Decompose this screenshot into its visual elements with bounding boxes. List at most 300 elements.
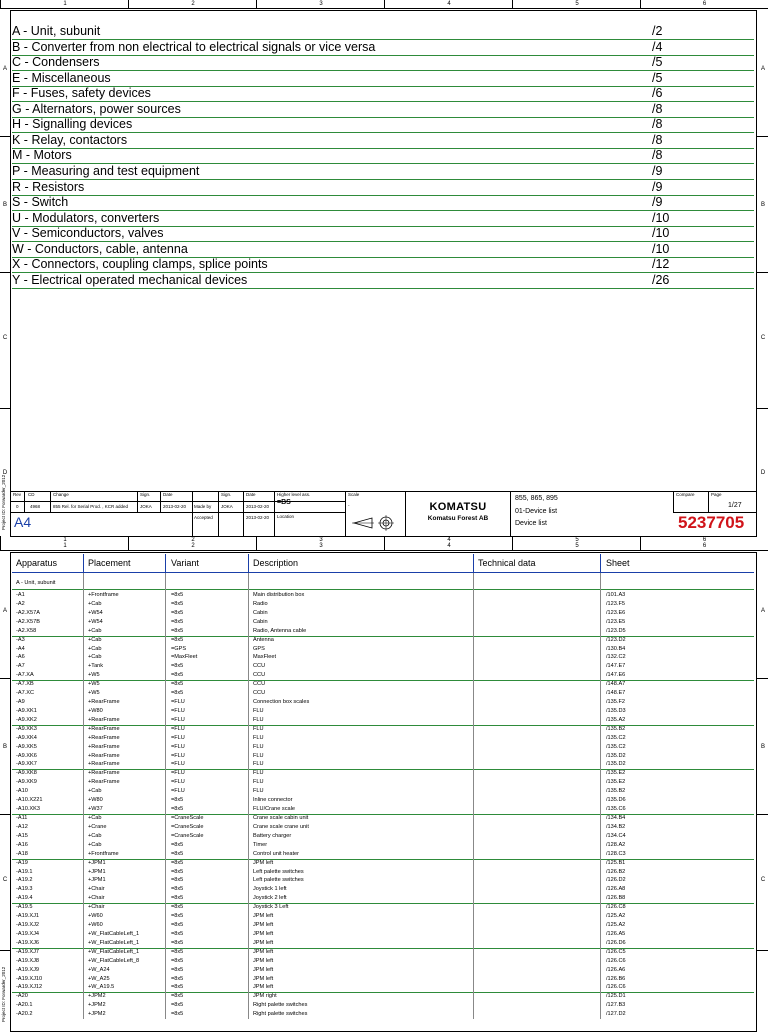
category-label: A - Unit, subunit [12, 24, 101, 38]
table-row [12, 832, 754, 841]
category-row [12, 242, 754, 258]
row-letter-a-right: A [760, 608, 765, 614]
table-row [12, 876, 754, 885]
cell-description: FLU [253, 707, 264, 714]
cell-apparatus: -A16 [16, 841, 28, 848]
cell-sheet: /101.A3 [606, 592, 626, 598]
ruler-cell: 2 [128, 536, 257, 544]
category-label: K - Relay, contactors [12, 132, 128, 147]
cell-variant: =8x5 [171, 797, 184, 804]
table-row [12, 823, 754, 832]
cell-placement: +Cab [88, 815, 102, 821]
table-row [12, 859, 754, 868]
cell-variant: =8x5 [171, 627, 184, 634]
category-label: R - Resistors [12, 179, 85, 194]
table-row [12, 983, 754, 992]
cell-sheet: /148.E7 [606, 690, 626, 697]
cell-sheet: /123.F5 [606, 600, 625, 607]
cell-apparatus: -A1 [16, 592, 25, 598]
row-letter-b-right: B [760, 744, 765, 750]
location-header: Location [277, 514, 295, 519]
cell-variant: =8x5 [171, 1002, 184, 1009]
category-page: /26 [652, 272, 670, 287]
cell-variant: =8x5 [171, 663, 184, 670]
category-page: /10 [652, 210, 670, 225]
cell-variant: =8x5 [171, 806, 184, 813]
cell-variant: =FLU [171, 707, 185, 714]
cell-description: Timer [253, 841, 268, 848]
cell-variant: =MaxFleet [171, 654, 198, 661]
cell-variant: =CraneScale [171, 815, 204, 821]
ruler-cell: 4 [384, 0, 513, 8]
table-row [12, 778, 754, 787]
cell-variant: =8x5 [171, 930, 184, 937]
category-row [12, 148, 754, 164]
cell-description: GPS [253, 645, 265, 652]
table-row [12, 1001, 754, 1010]
cell-placement: +Chair [88, 886, 105, 893]
compare-header: Compare [676, 492, 695, 497]
table-row [12, 698, 754, 707]
table-row [12, 903, 754, 912]
cell-placement: +W_A24 [88, 966, 110, 973]
cell-placement: +JPM1 [88, 868, 106, 875]
table-row [12, 966, 754, 975]
cell-placement: +Crane [88, 823, 107, 830]
category-label: U - Modulators, converters [12, 210, 160, 225]
category-label: F - Fuses, safety devices [12, 86, 151, 101]
category-row [12, 71, 754, 87]
category-page: /9 [652, 163, 663, 178]
cell-placement: +Cab [88, 841, 102, 848]
category-label: M - Motors [12, 148, 72, 163]
cell-description: Radio, Antenna cable [253, 627, 307, 634]
table-row [12, 841, 754, 850]
cell-apparatus: -A3 [16, 636, 25, 643]
cell-apparatus: -A19.XJ7 [16, 948, 40, 955]
section-heading [12, 579, 754, 588]
ruler-cell: 1 [0, 542, 129, 550]
cell-sheet: /123.D5 [606, 627, 626, 634]
table-row [12, 975, 754, 984]
cell-sheet: /135.C6 [606, 806, 626, 813]
column-separator [600, 573, 601, 1019]
cell-description: Radio [253, 600, 268, 607]
cell-apparatus: -A19.2 [16, 877, 33, 884]
cell-apparatus: -A19.XJ6 [16, 939, 40, 946]
cell-placement: +RearFrame [88, 699, 120, 706]
row-letter-a: A [2, 608, 7, 614]
category-page: /2 [652, 24, 663, 38]
cell-sheet: /135.B2 [606, 725, 626, 732]
change-header: Change [53, 492, 69, 497]
cell-sheet: /135.F2 [606, 699, 625, 706]
table-row [12, 814, 754, 823]
cell-placement: +W5 [88, 681, 100, 688]
project-id-side: Project ID: Forwarder_2012 [1, 474, 6, 530]
cell-sheet: /130.B4 [606, 645, 626, 652]
cell-sheet: /125.A2 [606, 922, 626, 929]
cell-variant: =8x5 [171, 609, 184, 616]
table-row [12, 662, 754, 671]
cell-sheet: /128.C3 [606, 850, 626, 857]
cell-placement: +W_FlatCableLeft_1 [88, 939, 140, 946]
cell-variant: =8x5 [171, 690, 184, 697]
cell-variant: =8x5 [171, 841, 184, 848]
date-header: Date [163, 492, 173, 497]
project-id-side-2: Project ID: Forwarder_2012 [1, 966, 6, 1022]
cell-description: Control unit heater [253, 850, 300, 857]
table-row [12, 894, 754, 903]
cell-variant: =FLU [171, 779, 185, 786]
cell-apparatus: -A10.XK3 [16, 806, 40, 813]
cell-description: JPM left [253, 939, 274, 946]
cell-description: Left palette switches [253, 877, 304, 884]
cell-sheet: /125.D1 [606, 993, 626, 1000]
category-row [12, 86, 754, 102]
category-label: B - Converter from non electrical to electrical signals or vice versa [12, 39, 376, 54]
cd-header: CD [28, 492, 35, 497]
cell-sheet: /132.C2 [606, 654, 626, 661]
category-page: /5 [652, 70, 663, 85]
cell-placement: +RearFrame [88, 752, 120, 759]
table-row [12, 796, 754, 805]
cell-sheet: /126.C5 [606, 948, 626, 955]
category-label: C - Condensers [12, 55, 100, 70]
rev-header: Rev [13, 492, 22, 497]
category-row [12, 226, 754, 242]
change-value: 855 Rel. for Serial Prod. , KCR added [53, 504, 129, 509]
cell-apparatus: -A9.XK4 [16, 734, 37, 741]
category-row [12, 211, 754, 227]
ruler-cell: 5 [512, 536, 641, 544]
category-row [12, 180, 754, 196]
category-row [12, 24, 754, 40]
category-label: G - Alternators, power sources [12, 101, 181, 116]
cell-placement: +Chair [88, 904, 105, 911]
sign-value: JOKA [140, 504, 152, 509]
cell-apparatus: -A19.5 [16, 904, 33, 911]
category-label: H - Signalling devices [12, 117, 133, 132]
cell-placement: +JPM1 [88, 859, 106, 866]
cell-placement: +W_FlatCableLeft_1 [88, 948, 140, 955]
cell-sheet: /126.B6 [606, 975, 626, 982]
cell-variant: =8x5 [171, 922, 184, 929]
cell-variant: =8x5 [171, 850, 184, 857]
cell-description: Main distribution box [253, 592, 305, 598]
cell-variant: =8x5 [171, 939, 184, 946]
sheet-format: A4 [14, 514, 32, 530]
cell-apparatus: -A19.XJ10 [16, 975, 43, 982]
cell-apparatus: -A6 [16, 654, 25, 661]
cell-sheet: /135.B2 [606, 788, 626, 795]
cell-placement: +W_A19.5 [88, 984, 115, 991]
cell-placement: +W5 [88, 690, 100, 697]
cell-sheet: /135.C2 [606, 734, 626, 741]
cell-description: JPM left [253, 957, 274, 964]
cell-apparatus: -A19.XJ1 [16, 913, 40, 920]
cell-apparatus: -A9.XK6 [16, 752, 37, 759]
cell-apparatus: -A2 [16, 600, 25, 607]
cell-sheet: /134.B4 [606, 815, 626, 821]
cell-apparatus: -A19 [16, 859, 28, 866]
table-row [12, 689, 754, 698]
doc-title-1: 01-Device list [515, 508, 558, 515]
cell-sheet: /134.C4 [606, 832, 626, 839]
table-row [12, 734, 754, 743]
cell-description: Joystick 3 Left [253, 904, 289, 911]
category-page: /8 [652, 148, 663, 163]
made-by-header: Made by [194, 504, 212, 509]
scale-header: Scale [348, 492, 360, 497]
category-row [12, 40, 754, 56]
cell-description: Right palette switches [253, 1011, 308, 1018]
cell-placement: +W80 [88, 797, 103, 804]
table-row [12, 653, 754, 662]
ruler-cell: 1 [0, 0, 129, 8]
cell-sheet: /126.C8 [606, 904, 626, 911]
table-row [12, 921, 754, 930]
table-row [12, 716, 754, 725]
cell-variant: =FLU [171, 770, 185, 777]
cell-apparatus: -A12 [16, 823, 28, 830]
cell-variant: =FLU [171, 788, 185, 795]
table-row [12, 636, 754, 645]
cell-sheet: /127.D2 [606, 1011, 626, 1018]
cell-placement: +W5 [88, 672, 100, 679]
page-value: 1/27 [728, 502, 742, 509]
cell-apparatus: -A7.XB [16, 681, 34, 688]
table-row [12, 707, 754, 716]
table-row [12, 760, 754, 769]
row-letter-b: B [2, 202, 7, 208]
row-letter-a-right: A [760, 66, 765, 72]
cell-description: Joystick 2 left [253, 895, 287, 902]
table-row [12, 1010, 754, 1019]
ruler-cell: 5 [512, 0, 641, 8]
category-label: X - Connectors, coupling clamps, splice points [12, 257, 268, 272]
cell-placement: +RearFrame [88, 761, 120, 768]
cell-sheet: /135.D3 [606, 707, 626, 714]
cell-variant: =8x5 [171, 859, 184, 866]
cell-variant: =FLU [171, 725, 185, 732]
ruler-cell: 6 [640, 542, 768, 550]
cell-variant: =CraneScale [171, 832, 204, 839]
cell-apparatus: -A9.XK1 [16, 707, 37, 714]
cell-description: MaxFleet [253, 654, 277, 661]
cell-apparatus: -A19.XJ4 [16, 930, 40, 937]
scale-value: - [348, 503, 350, 508]
cell-sheet: /127.B3 [606, 1002, 626, 1009]
cell-sheet: /147.E7 [606, 663, 626, 670]
cell-apparatus: -A9.XK3 [16, 725, 37, 732]
cell-variant: =8x5 [171, 592, 184, 598]
cell-description: FLU [253, 743, 264, 750]
cell-description: JPM right [253, 993, 277, 1000]
cell-variant: =GPS [171, 645, 187, 652]
cell-placement: +Frontframe [88, 850, 119, 857]
models: 855, 865, 895 [515, 495, 558, 502]
company-name: Komatsu Forest AB [427, 515, 489, 522]
cell-description: FLU [253, 752, 264, 759]
cell-placement: +Chair [88, 895, 105, 902]
cell-description: CCU [253, 663, 266, 670]
category-row [12, 195, 754, 211]
category-row [12, 102, 754, 118]
table-row [12, 912, 754, 921]
cell-variant: =8x5 [171, 966, 184, 973]
category-page: /12 [652, 257, 670, 272]
cell-sheet: /126.C6 [606, 984, 626, 991]
row-letter-c-right: C [760, 877, 766, 883]
cell-apparatus: -A19.3 [16, 886, 33, 893]
cell-variant: =8x5 [171, 895, 184, 902]
cell-description: CCU [253, 681, 266, 688]
cell-description: JPM left [253, 922, 274, 929]
ruler-cell: 2 [128, 542, 257, 550]
cell-description: FLU/Crane scale [253, 806, 295, 813]
category-page: /8 [652, 117, 663, 132]
col-variant: Variant [171, 558, 199, 568]
cell-description: Crane scale crane unit [253, 823, 309, 830]
category-row [12, 117, 754, 133]
table-row [12, 752, 754, 761]
category-page: /6 [652, 86, 663, 101]
cell-apparatus: -A9.XK5 [16, 743, 37, 750]
rev-value: 0 [16, 504, 19, 509]
cell-description: FLU [253, 770, 264, 777]
cell-sheet: /135.A2 [606, 716, 626, 723]
cell-variant: =8x5 [171, 618, 184, 625]
cell-variant: =CraneScale [171, 823, 204, 830]
column-separator [83, 573, 84, 1019]
cell-apparatus: -A19.4 [16, 895, 33, 902]
cell-placement: +W_FlatCableLeft_8 [88, 957, 140, 964]
cell-description: JPM left [253, 966, 274, 973]
cell-sheet: /147.E6 [606, 672, 626, 679]
cell-description: JPM left [253, 948, 274, 955]
cell-placement: +W37 [88, 806, 103, 813]
cell-placement: +W_FlatCableLeft_1 [88, 930, 140, 937]
cell-apparatus: -A19.XJ2 [16, 922, 40, 929]
ruler-cell: 3 [256, 536, 385, 544]
cell-placement: +RearFrame [88, 725, 120, 732]
category-label: V - Semiconductors, valves [12, 226, 164, 241]
cell-description: JPM left [253, 913, 274, 920]
cell-placement: +W54 [88, 618, 103, 625]
cell-placement: +W80 [88, 707, 103, 714]
cell-sheet: /135.D2 [606, 761, 626, 768]
cell-description: CCU [253, 672, 266, 679]
cell-placement: +Cab [88, 654, 102, 661]
cell-sheet: /135.D2 [606, 752, 626, 759]
cell-apparatus: -A9.XK2 [16, 716, 37, 723]
category-row [12, 257, 754, 273]
cell-placement: +JPM2 [88, 1011, 106, 1018]
cell-sheet: /128.A2 [606, 841, 626, 848]
cell-apparatus: -A7.XC [16, 690, 35, 697]
cell-sheet: /126.A8 [606, 886, 626, 893]
cell-placement: +RearFrame [88, 779, 120, 786]
made-by-value: JOKA [221, 504, 233, 509]
cell-description: Crane scale cabin unit [253, 815, 309, 821]
table-row [12, 948, 754, 957]
cell-placement: +RearFrame [88, 716, 120, 723]
cell-sheet: /148.A7 [606, 681, 626, 688]
table-row [12, 725, 754, 734]
cell-sheet: /135.C2 [606, 743, 626, 750]
cell-placement: +W54 [88, 609, 103, 616]
table-row [12, 787, 754, 796]
cell-placement: +Tank [88, 663, 104, 670]
category-label: S - Switch [12, 195, 69, 210]
cell-placement: +JPM2 [88, 993, 106, 1000]
cell-apparatus: -A9 [16, 699, 25, 706]
cell-placement: +W60 [88, 922, 103, 929]
category-page: /8 [652, 101, 663, 116]
cell-apparatus: -A20.2 [16, 1011, 33, 1018]
category-page: /10 [652, 226, 670, 241]
cell-variant: =8x5 [171, 904, 184, 911]
higher-level-header: Higher level ass. [277, 492, 311, 497]
cell-sheet: /123.E6 [606, 609, 626, 616]
cell-variant: =FLU [171, 716, 185, 723]
cell-placement: +W_A25 [88, 975, 110, 982]
komatsu-logo [420, 500, 496, 522]
col-technical: Technical data [478, 558, 536, 568]
ruler-cell: 3 [256, 542, 385, 550]
cell-sheet: /126.D6 [606, 939, 626, 946]
projection-symbol-icon [352, 515, 398, 531]
ruler-cell: 5 [512, 542, 641, 550]
table-row [12, 627, 754, 636]
cell-description: JPM left [253, 975, 274, 982]
cell-description: FLU [253, 779, 264, 786]
cell-placement: +Cab [88, 600, 102, 607]
date2-header: Date [246, 492, 256, 497]
ruler-cell: 3 [256, 0, 385, 8]
table-row [12, 850, 754, 859]
cell-description: Cabin [253, 609, 268, 616]
table-row [12, 769, 754, 778]
category-page: /9 [652, 195, 663, 210]
cell-apparatus: -A19.XJ9 [16, 966, 40, 973]
cell-apparatus: -A20.1 [16, 1002, 33, 1009]
cell-placement: +Cab [88, 832, 102, 839]
column-separator [473, 573, 474, 1019]
category-label: E - Miscellaneous [12, 70, 111, 85]
row-letter-d-right: D [760, 470, 766, 476]
cell-description: Joystick 1 left [253, 886, 287, 893]
cell-apparatus: -A9.XK7 [16, 761, 37, 768]
cell-apparatus: -A10.X221 [16, 797, 43, 804]
cell-sheet: /134.B2 [606, 823, 626, 830]
cell-variant: =8x5 [171, 600, 184, 607]
cell-apparatus: -A4 [16, 645, 25, 652]
ruler-cell: 2 [128, 0, 257, 8]
doc-title-2: Device list [515, 520, 547, 527]
table-row [12, 939, 754, 948]
table-row [12, 591, 754, 600]
cell-variant: =FLU [171, 752, 185, 759]
cell-apparatus: -A7.XA [16, 672, 34, 679]
cell-variant: =FLU [171, 743, 185, 750]
cell-apparatus: -A10 [16, 788, 28, 795]
ruler-cell: 6 [640, 0, 768, 8]
cell-placement: +RearFrame [88, 770, 120, 777]
cell-variant: =8x5 [171, 993, 184, 1000]
table-row [12, 618, 754, 627]
